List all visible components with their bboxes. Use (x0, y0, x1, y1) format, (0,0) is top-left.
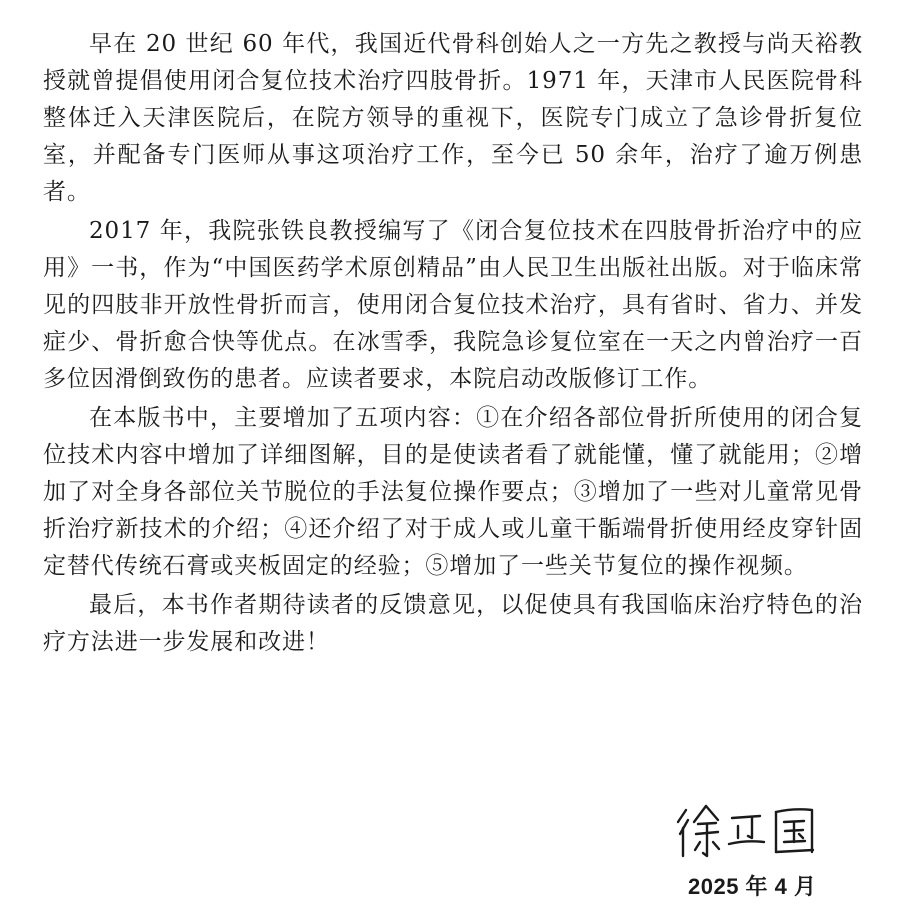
paragraph-4: 最后，本书作者期待读者的反馈意见，以促使具有我国临床治疗特色的治疗方法进一步发展和改进！ (43, 592, 863, 655)
preface-date: 2025 年 4 月 (688, 874, 817, 899)
body-text (43, 26, 863, 663)
signature-drawing (672, 798, 832, 862)
paragraph-2: 2017 年，我院张铁良教授编写了《闭合复位技术在四肢骨折治疗中的应用》一书，作为“中国医药学术原创精品”由人民卫生出版社出版。对于临床常见的四肢非开放性骨折而言，使用闭合复位技术治疗，具有省时、省力、并发症少、骨折愈合快等优点。在冰雪季，我院急诊复位室在一天之内曾治疗一百多位因滑倒致伤的患者。应读者要求，本院启动改版修订工作。 (43, 218, 863, 392)
paragraph-3: 在本版书中，主要增加了五项内容：①在介绍各部位骨折所使用的闭合复位技术内容中增加了详细图解，目的是使读者看了就能懂，懂了就能用；②增加了对全身各部位关节脱位的手法复位操作要点；③增加了一些对儿童常见骨折治疗新技术的介绍；④还介绍了对于成人或儿童干骺端骨折使用经皮穿针固定替代传统石膏或夹板固定的经验；⑤增加了一些关节复位的操作视频。 (43, 405, 863, 579)
paragraph-1: 早在 20 世纪 60 年代，我国近代骨科创始人之一方先之教授与尚天裕教授就曾提倡使用闭合复位技术治疗四肢骨折。1971 年，天津市人民医院骨科整体迁入天津医院后，在院方领导的重视下，医院专门成立了急诊骨折复位室，并配备专门医师从事这项治疗工作，至今已 50 余年，治疗了逾万例患者。 (43, 31, 863, 205)
handwritten-signature (672, 798, 832, 862)
